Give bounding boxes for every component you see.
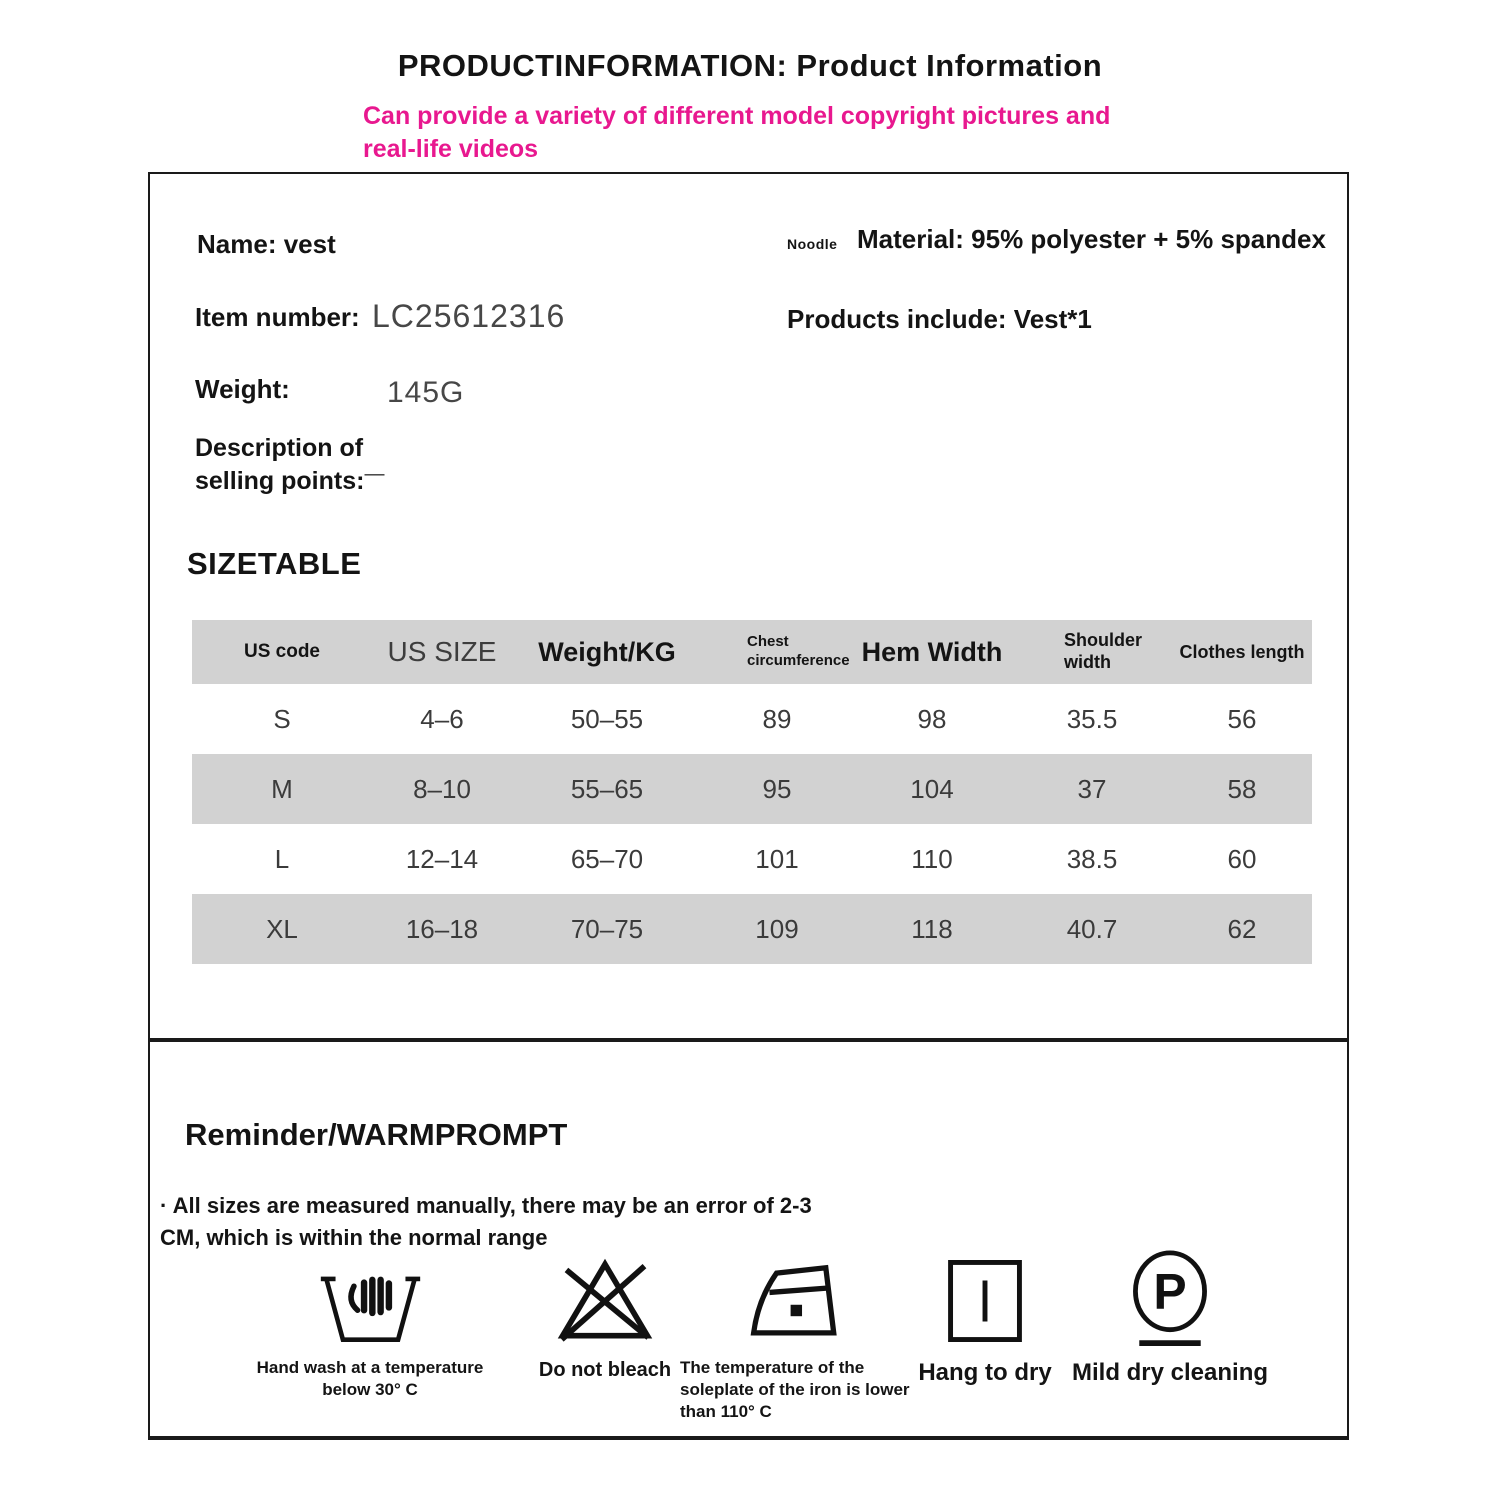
reminder-panel xyxy=(148,1040,1349,1440)
material-info: Material: 95% polyester + 5% spandex xyxy=(857,224,1326,254)
size-row-m xyxy=(192,754,1312,824)
care-label: Hang to dry xyxy=(918,1359,1052,1386)
size-table-header-row xyxy=(192,620,1312,684)
dry-clean-letter: P xyxy=(1153,1263,1187,1320)
description-empty-dash: — xyxy=(364,462,385,485)
cell-us-code: S xyxy=(273,703,291,734)
products-include: Products include: Vest*1 xyxy=(787,304,1092,334)
cell-length: 62 xyxy=(1227,913,1257,944)
item-number-value: LC25612316 xyxy=(372,298,566,334)
cell-weight: 55–65 xyxy=(570,773,644,804)
cell-us-code: M xyxy=(271,773,293,804)
care-label: Mild dry cleaning xyxy=(1071,1359,1269,1386)
column-header-chest: Chest circumference xyxy=(747,633,850,669)
product-name: Name: vest xyxy=(197,229,336,259)
care-symbols-row xyxy=(210,1247,1280,1423)
cell-shoulder: 40.7 xyxy=(1066,913,1118,944)
cell-chest: 101 xyxy=(755,843,799,874)
cell-shoulder: 38.5 xyxy=(1066,843,1118,874)
column-header-hem-width: Hem Width xyxy=(861,636,1003,667)
care-label: Hand wash at a temperature below 30° C xyxy=(256,1358,484,1400)
care-item-hand-wash xyxy=(210,1247,530,1401)
cell-us-code: XL xyxy=(266,913,298,944)
column-header-us-size: US SIZE xyxy=(387,636,497,667)
cell-us-size: 4–6 xyxy=(420,703,464,734)
column-header-weight-kg: Weight/KG xyxy=(538,636,676,667)
product-details-panel xyxy=(148,172,1349,1040)
mild-dry-clean-icon xyxy=(1122,1247,1218,1347)
cell-length: 56 xyxy=(1227,703,1257,734)
reminder-heading: Reminder/WARMPROMPT xyxy=(185,1117,568,1152)
cell-hem: 110 xyxy=(911,843,953,874)
care-label: The temperature of the soleplate of the iron is lower than 110° C xyxy=(680,1358,910,1422)
cell-length: 58 xyxy=(1227,773,1257,804)
cell-us-size: 12–14 xyxy=(405,843,479,874)
cell-chest: 95 xyxy=(762,773,792,804)
care-item-iron-low xyxy=(680,1247,910,1423)
care-item-hang-to-dry xyxy=(910,1247,1060,1388)
weight-label: Weight: xyxy=(195,374,290,404)
do-not-bleach-icon xyxy=(553,1247,657,1347)
description-label xyxy=(195,432,405,497)
cell-hem: 98 xyxy=(917,703,947,734)
column-header-shoulder: Shoulder width xyxy=(1064,630,1143,672)
cell-chest: 89 xyxy=(762,703,792,734)
size-table-heading: SIZETABLE xyxy=(187,546,362,581)
hand-wash-icon xyxy=(313,1247,428,1347)
description-label-text: Description of selling points: xyxy=(195,434,365,495)
care-item-do-not-bleach xyxy=(530,1247,680,1383)
size-row-xl xyxy=(192,894,1312,964)
hang-to-dry-icon xyxy=(944,1247,1026,1347)
column-header-us-code: US code xyxy=(243,641,321,662)
cell-us-size: 8–10 xyxy=(413,773,471,804)
size-row-l xyxy=(192,824,1312,894)
cell-us-size: 16–18 xyxy=(405,913,479,944)
cell-shoulder: 37 xyxy=(1077,773,1107,804)
care-item-mild-dry-clean xyxy=(1060,1247,1280,1388)
cell-chest: 109 xyxy=(755,913,799,944)
reminder-note: · All sizes are measured manually, there may be an error of 2-3 CM, which is within the normal range xyxy=(160,1193,812,1250)
cell-us-code: L xyxy=(274,843,290,874)
cell-weight: 50–55 xyxy=(570,703,644,734)
cell-weight: 65–70 xyxy=(570,843,644,874)
weight-value: 145G xyxy=(387,376,465,409)
size-table xyxy=(192,620,1312,964)
fabric-tag: Noodle xyxy=(787,236,838,252)
cell-hem: 104 xyxy=(910,773,954,804)
iron-low-temp-icon xyxy=(746,1247,844,1347)
cell-shoulder: 35.5 xyxy=(1066,703,1118,734)
cell-hem: 118 xyxy=(911,913,953,944)
cell-length: 60 xyxy=(1227,843,1257,874)
item-number-label: Item number: xyxy=(195,302,360,332)
column-header-clothes-length: Clothes length xyxy=(1179,641,1305,662)
size-row-s xyxy=(192,684,1312,754)
cell-weight: 70–75 xyxy=(570,913,644,944)
care-label: Do not bleach xyxy=(538,1359,672,1381)
page-subtitle: Can provide a variety of different model copyright pictures and real-life videos xyxy=(363,102,1111,163)
page-title: PRODUCTINFORMATION: Product Information xyxy=(397,48,1103,83)
